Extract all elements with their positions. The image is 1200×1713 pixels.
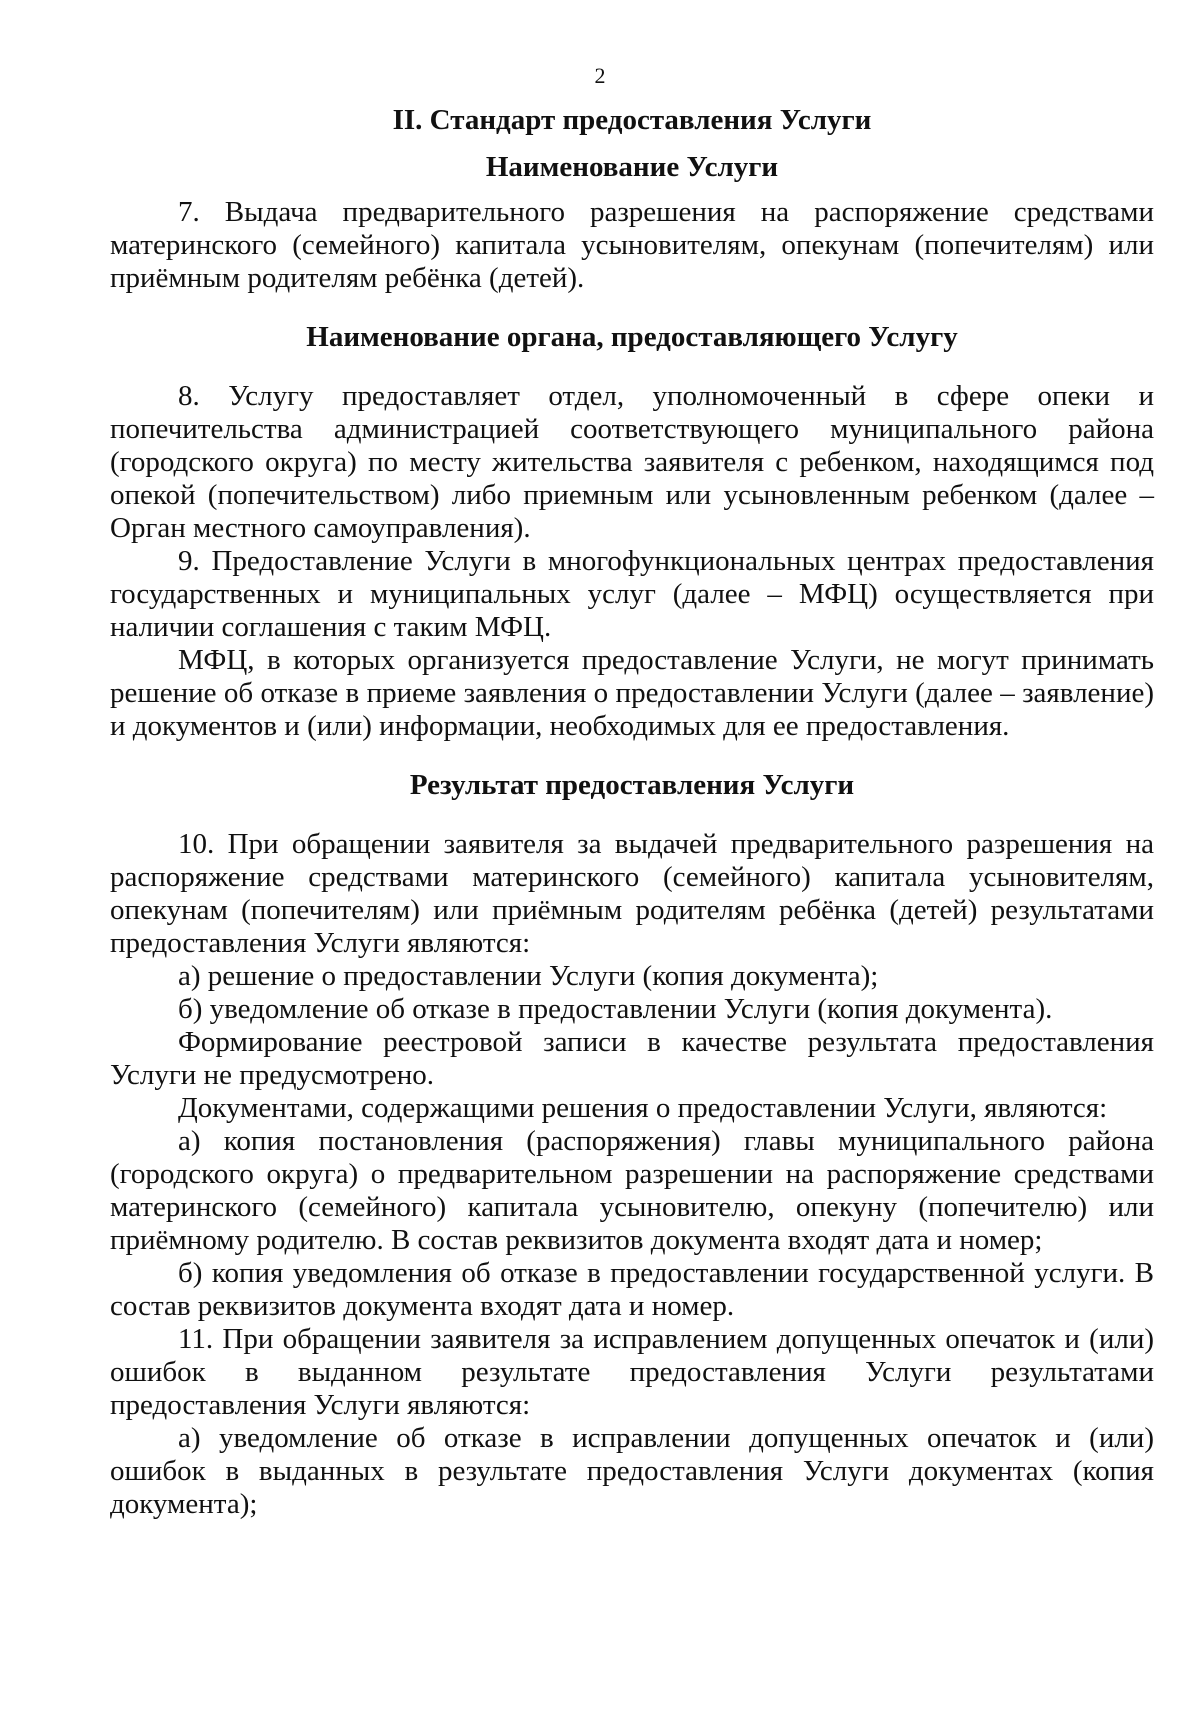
heading-service-name: Наименование Услуги — [485, 151, 779, 183]
paragraph-documents-b: б) копия уведомления об отказе в предоставлении государственной услуги. В состав реквизитов документа входят дата и номер. — [110, 1257, 1154, 1322]
heading-result: Результат предоставления Услуги — [409, 769, 855, 801]
paragraph-registry: Формирование реестровой записи в качестве результата предоставления Услуги не предусмотрено. — [110, 1026, 1154, 1091]
paragraph-7: 7. Выдача предварительного разрешения на распоряжение средствами материнского (семейного) капитала усыновителям, опекунам (попечителям) или приёмным родителям ребёнка (детей). — [110, 196, 1154, 294]
paragraph-documents-a: а) копия постановления (распоряжения) главы муниципального района (городского округа) о предварительном разрешении на распоряжение средствами материнского (семейного) капитала усыновителю, опекуну (попечителю) или приёмному родителю. В состав реквизитов документа входят дата и номер; — [110, 1125, 1154, 1256]
document-body — [110, 104, 1154, 1521]
paragraph-10-a: а) решение о предоставлении Услуги (копия документа); — [178, 960, 879, 992]
paragraph-11-a: а) уведомление об отказе в исправлении допущенных опечаток и (или) ошибок в выданных в результате предоставления Услуги документах (копия документа); — [110, 1422, 1154, 1520]
paragraph-8: 8. Услугу предоставляет отдел, уполномоченный в сфере опеки и попечительства администрацией соответствующего муниципального района (городского округа) по месту жительства заявителя с ребенком, находящимся под опекой (попечительством) либо приемным или усыновленным ребенком (далее – Орган местного самоуправления). — [110, 380, 1154, 544]
heading-authority-name: Наименование органа, предоставляющего Услугу — [306, 321, 958, 353]
page-number: 2 — [594, 63, 606, 88]
section-title: II. Стандарт предоставления Услуги — [392, 104, 872, 136]
paragraph-11: 11. При обращении заявителя за исправлением допущенных опечаток и (или) ошибок в выданном результате предоставления Услуги результатами предоставления Услуги являются: — [110, 1323, 1154, 1421]
paragraph-mfc: МФЦ, в которых организуется предоставление Услуги, не могут принимать решение об отказе в приеме заявления о предоставлении Услуги (далее – заявление) и документов и (или) информации, необходимых для ее предоставления. — [110, 644, 1154, 742]
paragraph-9: 9. Предоставление Услуги в многофункциональных центрах предоставления государственных и муниципальных услуг (далее – МФЦ) осуществляется при наличии соглашения с таким МФЦ. — [110, 545, 1154, 643]
paragraph-documents: Документами, содержащими решения о предоставлении Услуги, являются: — [178, 1092, 1108, 1124]
paragraph-10: 10. При обращении заявителя за выдачей предварительного разрешения на распоряжение средствами материнского (семейного) капитала усыновителям, опекунам (попечителям) или приёмным родителям ребёнка (детей) результатами предоставления Услуги являются: — [110, 828, 1154, 959]
paragraph-10-b: б) уведомление об отказе в предоставлении Услуги (копия документа). — [178, 993, 1053, 1025]
